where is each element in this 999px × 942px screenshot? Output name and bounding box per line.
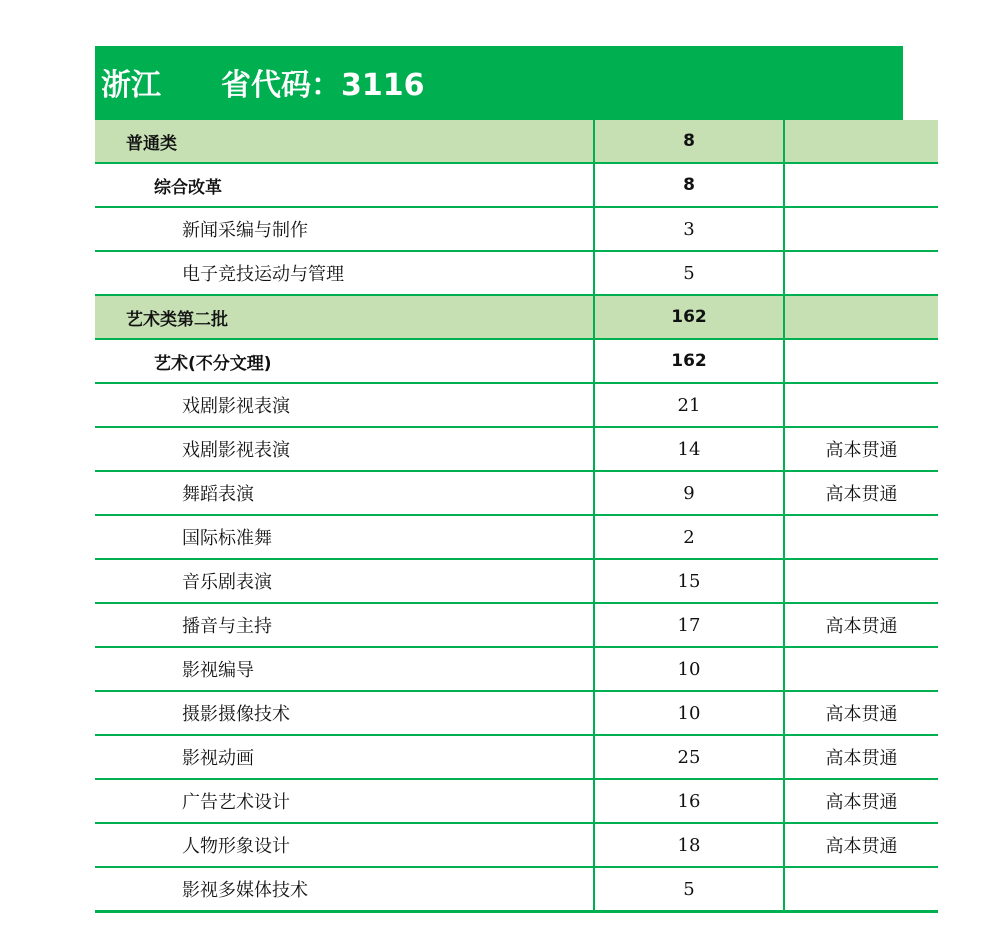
plan-count: 21 xyxy=(594,383,784,427)
table-row xyxy=(95,383,938,427)
province-name: 浙江 xyxy=(101,68,161,103)
plan-count: 162 xyxy=(594,339,784,383)
plan-count: 17 xyxy=(594,603,784,647)
subcategory-row xyxy=(95,339,938,383)
plan-note: 高本贯通 xyxy=(784,735,938,779)
table-row xyxy=(95,647,938,691)
plan-note xyxy=(784,163,938,207)
major-name: 国际标准舞 xyxy=(95,515,594,559)
major-name: 人物形象设计 xyxy=(95,823,594,867)
plan-note xyxy=(784,867,938,912)
plan-count: 8 xyxy=(594,163,784,207)
plan-note: 高本贯通 xyxy=(784,427,938,471)
major-name: 摄影摄像技术 xyxy=(95,691,594,735)
plan-count: 25 xyxy=(594,735,784,779)
table-row xyxy=(95,691,938,735)
major-name: 音乐剧表演 xyxy=(95,559,594,603)
plan-count: 18 xyxy=(594,823,784,867)
plan-count: 9 xyxy=(594,471,784,515)
table-row xyxy=(95,559,938,603)
plan-note xyxy=(784,251,938,295)
table-row xyxy=(95,207,938,251)
table-row xyxy=(95,867,938,912)
major-name: 艺术类第二批 xyxy=(95,295,594,339)
plan-note: 高本贯通 xyxy=(784,691,938,735)
plan-note: 高本贯通 xyxy=(784,823,938,867)
plan-note xyxy=(784,339,938,383)
major-name: 影视编导 xyxy=(95,647,594,691)
major-name: 艺术(不分文理) xyxy=(95,339,594,383)
enrollment-sheet xyxy=(95,46,903,913)
major-name: 影视多媒体技术 xyxy=(95,867,594,912)
plan-note: 高本贯通 xyxy=(784,779,938,823)
category-row xyxy=(95,120,938,163)
plan-table xyxy=(95,120,938,913)
major-name: 播音与主持 xyxy=(95,603,594,647)
province-code: 省代码：3116 xyxy=(221,68,425,103)
plan-note xyxy=(784,295,938,339)
plan-note xyxy=(784,207,938,251)
major-name: 广告艺术设计 xyxy=(95,779,594,823)
major-name: 综合改革 xyxy=(95,163,594,207)
province-banner xyxy=(95,46,903,120)
plan-note: 高本贯通 xyxy=(784,471,938,515)
plan-note xyxy=(784,559,938,603)
table-row xyxy=(95,427,938,471)
major-name: 新闻采编与制作 xyxy=(95,207,594,251)
table-row xyxy=(95,823,938,867)
table-row xyxy=(95,603,938,647)
table-row xyxy=(95,779,938,823)
plan-count: 3 xyxy=(594,207,784,251)
category-row xyxy=(95,295,938,339)
plan-note xyxy=(784,647,938,691)
major-name: 普通类 xyxy=(95,120,594,163)
plan-count: 162 xyxy=(594,295,784,339)
subcategory-row xyxy=(95,163,938,207)
table-row xyxy=(95,735,938,779)
plan-count: 8 xyxy=(594,120,784,163)
table-row xyxy=(95,251,938,295)
major-name: 舞蹈表演 xyxy=(95,471,594,515)
plan-note xyxy=(784,515,938,559)
plan-count: 10 xyxy=(594,647,784,691)
plan-count: 5 xyxy=(594,867,784,912)
major-name: 戏剧影视表演 xyxy=(95,427,594,471)
major-name: 影视动画 xyxy=(95,735,594,779)
table-row xyxy=(95,471,938,515)
plan-count: 16 xyxy=(594,779,784,823)
plan-note xyxy=(784,383,938,427)
major-name: 电子竞技运动与管理 xyxy=(95,251,594,295)
plan-count: 5 xyxy=(594,251,784,295)
plan-note: 高本贯通 xyxy=(784,603,938,647)
plan-note xyxy=(784,120,938,163)
table-row xyxy=(95,515,938,559)
plan-count: 2 xyxy=(594,515,784,559)
plan-count: 14 xyxy=(594,427,784,471)
plan-count: 10 xyxy=(594,691,784,735)
major-name: 戏剧影视表演 xyxy=(95,383,594,427)
plan-count: 15 xyxy=(594,559,784,603)
